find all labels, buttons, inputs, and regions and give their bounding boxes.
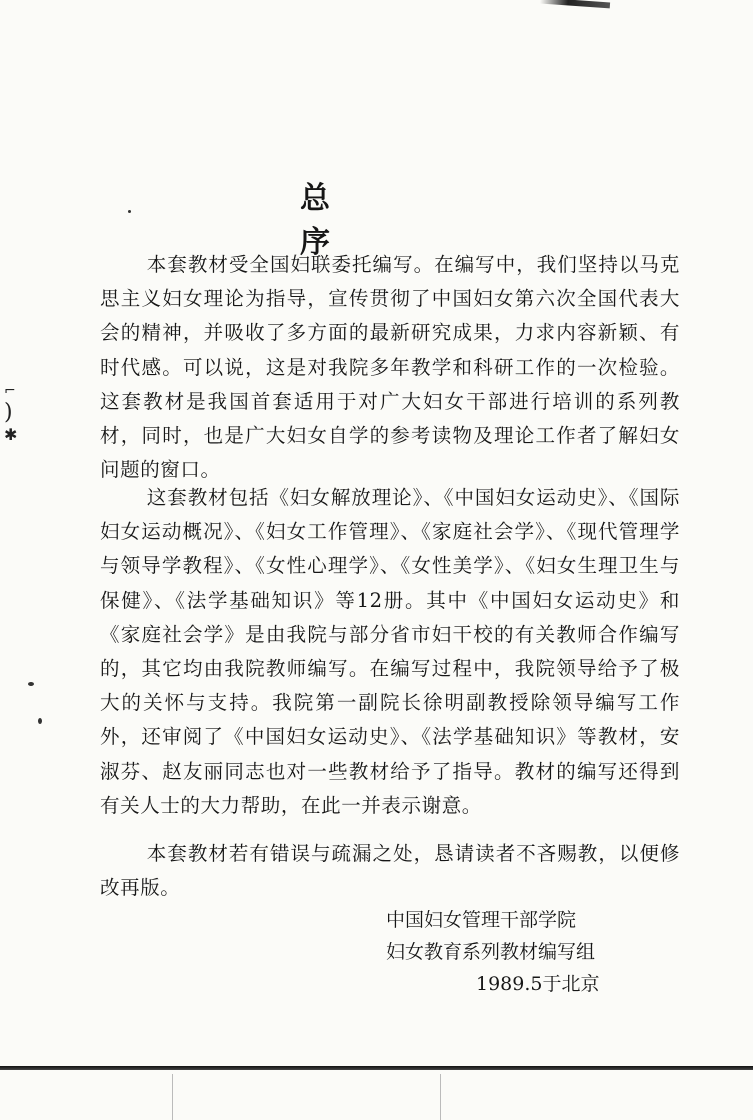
scan-line: [172, 1074, 173, 1120]
signature-group: 妇女教育系列教材编写组: [386, 941, 596, 963]
bottom-rule: [0, 1066, 753, 1070]
signature-date: 1989.5于北京: [476, 973, 600, 995]
paragraph-3: 本套教材若有错误与疏漏之处，恳请读者不吝赐教，以便修改再版。: [100, 842, 680, 900]
scan-artifact-stroke: [540, 0, 610, 8]
paragraph-2: 这套教材包括《妇女解放理论》、《中国妇女运动史》、《国际妇女运动概况》、《妇女工作管理》、《家庭社会学》、《现代管理学与领导学教程》、《女性心理学》、《女性美学》、《妇女生理卫生与保健》、《法学基础知识》等12册。其中《中国妇女运动史》和《家庭社会学》是由我院与部分省市妇干校的有关教师合作编写的，其它均由我院教师编写。在编写过程中，我院领导给予了极大的关怀与支持。我院第一副院长徐明副教授除领导编写工作外，还审阅了《中国妇女运动史》、《法学基础知识》等教材，安淑芬、赵友丽同志也对一些教材给予了指导。教材的编写还得到有关人士的大力帮助，在此一并表示谢意。: [100, 486, 680, 817]
scan-speck: [28, 682, 34, 686]
scan-speck: [128, 210, 131, 213]
page-title: 总 序: [300, 181, 378, 260]
signature-org: 中国妇女管理干部学院: [386, 909, 577, 931]
scan-speck: [38, 718, 42, 724]
margin-marks: ⌐ ) ✱: [4, 383, 18, 444]
scan-line: [440, 1074, 441, 1120]
paragraph-1: 本套教材受全国妇联委托编写。在编写中，我们坚持以马克思主义妇女理论为指导，宣传贯彻了中国妇女第六次全国代表大会的精神，并吸收了多方面的最新研究成果，力求内容新颖、有时代感。可以说，这是对我院多年教学和科研工作的一次检验。这套教材是我国首套适用于对广大妇女干部进行培训的系列教材，同时，也是广大妇女自学的参考读物及理论工作者了解妇女问题的窗口。: [100, 253, 680, 482]
